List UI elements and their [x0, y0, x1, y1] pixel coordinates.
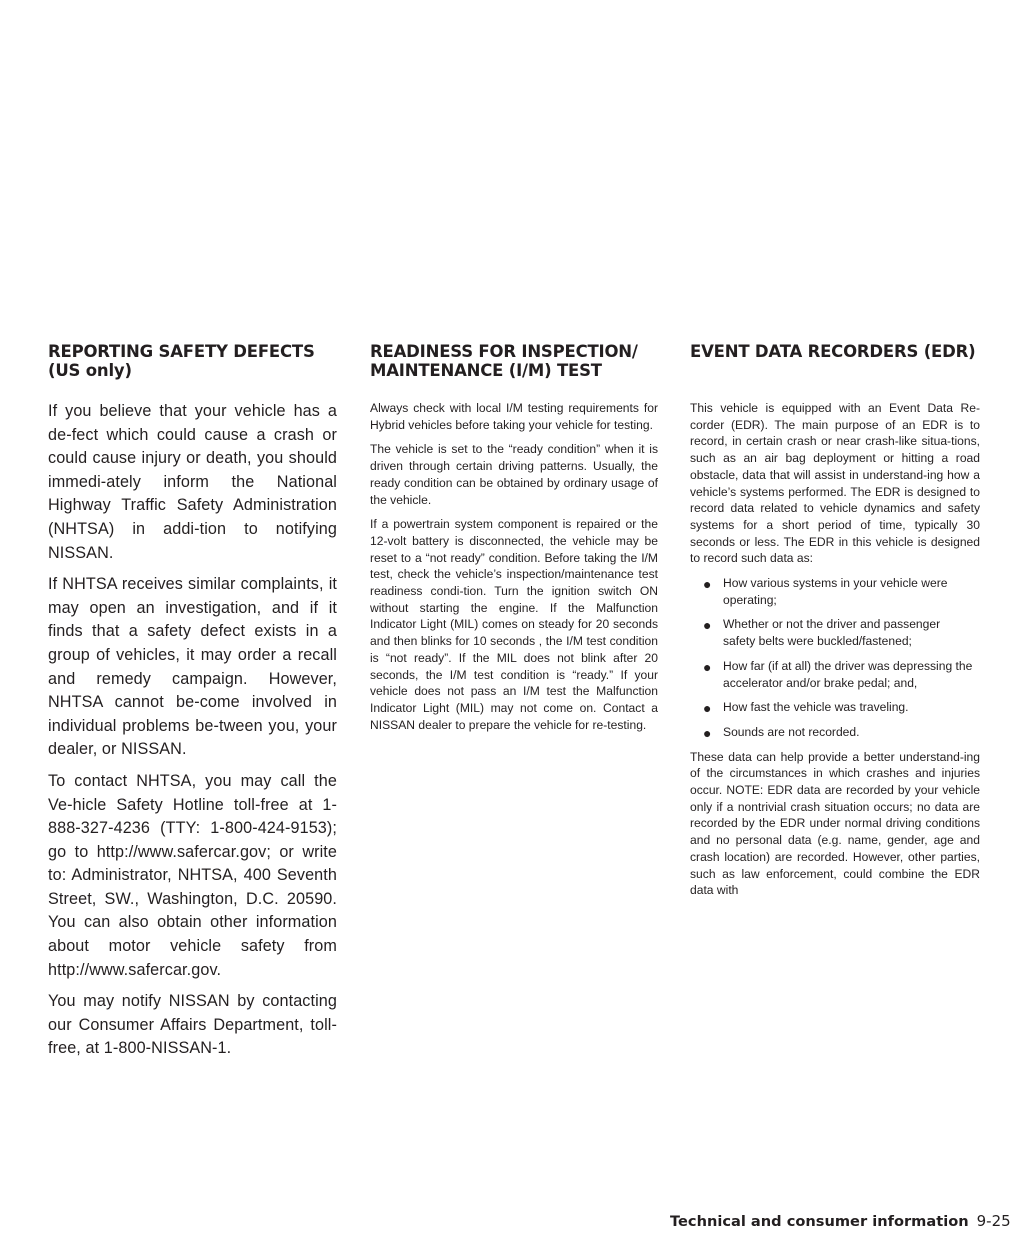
column-reporting-safety-defects: [48, 342, 337, 1069]
list-item: ● How fast the vehicle was traveling.: [703, 700, 909, 717]
paragraph: If a powertrain system component is repaired or the 12-volt battery is disconnected, the vehicle may be reset to a “not ready” condition. Before taking the I/M test, check the vehicle’s inspection/maintenance test readiness condi-tion. Turn the ignition switch ON without starting the engine. If the Malfunction Indicator Light (MIL) comes on steady for 20 seconds and then blinks for 10 seconds , the I/M test condition is “not ready”. If the MIL does not blink after 20 seconds, the I/M test condition is “ready.” If your vehicle does not pass an I/M test the Malfunction Indicator Light (MIL) may not come on. Contact a NISSAN dealer to prepare the vehicle for re-testing.: [370, 517, 658, 732]
column-readiness-im-test: [370, 342, 658, 741]
list-item: ● Sounds are not recorded.: [703, 724, 860, 741]
heading-readiness-im-test: READINESS FOR INSPECTION/ MAINTENANCE (I/M) TEST: [370, 342, 638, 380]
column-event-data-recorders: [690, 342, 980, 907]
paragraph: To contact NHTSA, you may call the Ve-hicle Safety Hotline toll-free at 1-888-327-4236 (TTY: 1-800-424-9153); go to http://www.safercar.gov; or write to: Administrator, NHTSA, 400 Seventh Street, SW., Washington, D.C. 20590. You can also obtain other information about motor vehicle safety from http://www.safercar.gov.: [48, 771, 337, 979]
page-number: 9-25: [976, 1212, 1011, 1230]
paragraph-closing: These data can help provide a better understand-ing of the circumstances in which crashes and injuries occur. NOTE: EDR data are recorded by your vehicle only if a nontrivial crash situation occurs; no data are recorded by the EDR under normal driving conditions and no personal data (e.g. name, gender, age and crash location) are recorded. However, other parties, such as law enforcement, could combine the EDR data with: [690, 749, 980, 898]
list-item: ● How far (if at all) the driver was depressing the accelerator and/or brake pedal; and,: [703, 658, 973, 690]
heading-reporting-safety-defects: REPORTING SAFETY DEFECTS (US only): [48, 342, 315, 380]
list-item: ● How various systems in your vehicle were operating;: [703, 576, 948, 607]
paragraph-intro: This vehicle is equipped with an Event Data Re-corder (EDR). The main purpose of an EDR is to record, in certain crash or near crash-like situa-tions, such as an air bag deployment or hitting a road obstacle, data that will assist in understand-ing how a vehicle’s systems performed. The EDR is designed to record data related to vehicle dynamics and safety systems for a short period of time, typically 30 seconds or less. The EDR in this vehicle is designed to record such data as:: [690, 401, 980, 566]
heading-event-data-recorders: EVENT DATA RECORDERS (EDR): [690, 342, 976, 361]
paragraph: The vehicle is set to the “ready condition” when it is driven through certain driving patterns. Usually, the ready condition can be obtained by ordinary usage of the vehicle.: [370, 442, 658, 507]
bullet-dot-icon: ●: [703, 700, 712, 717]
paragraph: Always check with local I/M testing requirements for Hybrid vehicles before taking your vehicle for testing.: [370, 401, 658, 432]
bullet-dot-icon: ●: [703, 576, 712, 593]
paragraph: If NHTSA receives similar complaints, it may open an investigation, and if it finds that a safety defect exists in a group of vehicles, it may order a recall and remedy campaign. However, NHTSA cannot be-come involved in individual problems be-tween you, your dealer, or NISSAN.: [48, 575, 337, 759]
bullet-dot-icon: ●: [703, 617, 712, 634]
bullet-list: [690, 575, 980, 741]
paragraph: You may notify NISSAN by contacting our Consumer Affairs Department, toll-free, at 1-800-NISSAN-1.: [48, 992, 337, 1058]
paragraph: If you believe that your vehicle has a de-fect which could cause a crash or could cause injury or death, you should immedi-ately inform the National Highway Traffic Safety Administration (NHTSA) in addi-tion to notifying NISSAN.: [48, 402, 337, 562]
bullet-dot-icon: ●: [703, 724, 712, 741]
page-footer: [670, 1212, 1011, 1230]
footer-section-title: Technical and consumer information: [670, 1213, 969, 1230]
list-item: ● Whether or not the driver and passenger safety belts were buckled/fastened;: [703, 617, 941, 649]
bullet-dot-icon: ●: [703, 658, 712, 675]
